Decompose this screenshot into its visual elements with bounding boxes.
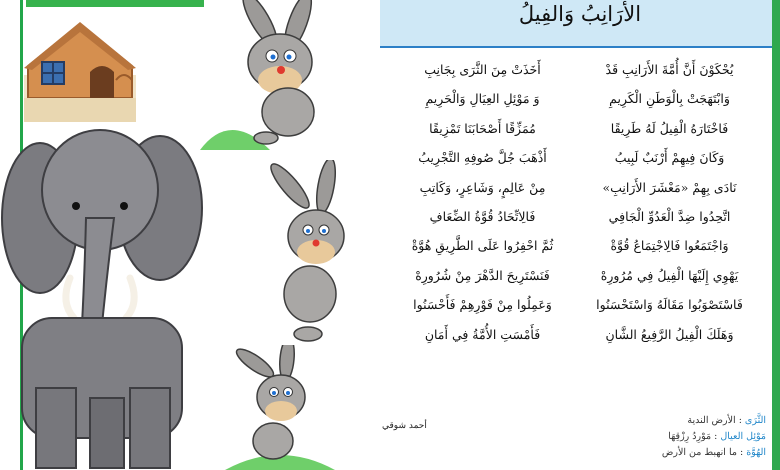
verse-second-hemistich: وَعَمِلُوا مِنْ فَوْرِهِمْ فَأَحْسَنُوا (413, 297, 552, 313)
green-edge-stripe (772, 0, 780, 470)
verse-row (400, 268, 752, 297)
poem-panel (380, 0, 780, 470)
verse-first-hemistich: وَاجْتَمَعُوا فَالِاجْتِمَاعُ قُوَّةْ (610, 238, 729, 254)
verse-row (400, 91, 752, 120)
verse-first-hemistich: وَكَانَ فِيهِمْ أَرْنَبٌ لَبِيبُ (614, 150, 725, 166)
rabbit-illustration-1 (200, 0, 330, 150)
glossary-entry: الهُوَّة : ما انهبط من الأرض (661, 447, 766, 458)
verse-row (400, 209, 752, 238)
glossary (616, 413, 766, 461)
poem-title: الأَرَانِبُ وَالفِيلُ (518, 2, 642, 26)
glossary-definition: مَوْرِدُ رِزْقِهَا (668, 431, 712, 442)
glossary-term: الهُوَّة (746, 447, 766, 458)
verse-row (400, 150, 752, 179)
verse-second-hemistich: أَخَذَتْ مِنَ الثَّرَى بِجَانِبِ (424, 62, 541, 77)
verse-first-hemistich: يَهْوِي إِلَيْهَا الْفِيلُ فِي مُرُورِهْ (600, 267, 739, 283)
glossary-entry: الثَّرَى : الأرض الندية (687, 415, 766, 426)
poem-author: أحمد شوقي (382, 421, 427, 431)
poem-verses (400, 62, 752, 356)
verse-first-hemistich: وَابْتَهَجَتْ بِالْوَطَنِ الْكَرِيمِ (609, 91, 730, 107)
verse-second-hemistich: ثُمَّ احْفِرُوا عَلَى الطَّرِيقِ هُوَّةْ (411, 238, 554, 254)
verse-second-hemistich: فَأَمْسَتِ الأُمَّةُ فِي أَمَانِ (424, 326, 541, 342)
glossary-entry: مَوْئِل العيال : مَوْرِدُ رِزْقِهَا (668, 431, 766, 442)
rabbit-illustration-3 (225, 345, 335, 470)
verse-first-hemistich: وَهَلَكَ الْفِيلُ الرَّفِيعُ الشَّانِ (605, 326, 734, 342)
verse-first-hemistich: يُحْكَوْنَ أَنَّ أُمَّةَ الأَرَانِبِ قَدْ (605, 62, 734, 77)
corner-banner (26, 0, 204, 7)
glossary-definition: ما انهبط من الأرض (661, 447, 737, 458)
verse-row (400, 297, 752, 326)
glossary-term: مَوْئِل العيال (720, 431, 766, 442)
elephant-illustration (0, 128, 205, 470)
glossary-definition: الأرض الندية (687, 415, 736, 426)
burrow-house-illustration (24, 20, 136, 122)
verse-second-hemistich: فَنَسْتَرِيحَ الدَّهْرَ مِنْ شُرُورِهْ (415, 267, 550, 283)
glossary-term: الثَّرَى (744, 415, 766, 426)
verse-first-hemistich: فَاسْتَصْوَبُوا مَقَالَهُ وَاسْتَحْسَنُوا (596, 297, 743, 313)
verse-first-hemistich: نَادَى بِهِمْ «مَعْشَرَ الأَرَانِبِ» (602, 179, 737, 195)
verse-row (400, 62, 752, 91)
verse-row (400, 180, 752, 209)
verse-second-hemistich: أَذْهَبَ جُلَّ صُوفِهِ التَّجْرِيبُ (418, 150, 547, 166)
illustration-panel (0, 0, 378, 470)
verse-second-hemistich: مِنْ عَالِمٍ، وَشَاعِرٍ، وَكَاتِبِ (419, 179, 546, 195)
verse-row (400, 238, 752, 267)
verse-row (400, 327, 752, 356)
rabbit-illustration-2 (250, 160, 360, 350)
title-band (380, 0, 780, 48)
verse-first-hemistich: اتَّحِدُوا ضِدَّ الْعَدُوِّ الْجَافِي (608, 208, 731, 224)
verse-second-hemistich: وَ مَوْئِلِ العِيَالِ وَالْحَرِيمِ (425, 91, 540, 107)
verse-second-hemistich: مُمَزِّقًا أَصْحَابَنَا تَمْزِيقًا (429, 120, 536, 136)
verse-first-hemistich: فَاخْتَارَهُ الْفِيلُ لَهُ طَرِيقًا (610, 120, 729, 136)
verse-row (400, 121, 752, 150)
verse-second-hemistich: فَالِاتِّحَادُ قُوَّةُ الضِّعَافِ (429, 208, 536, 224)
